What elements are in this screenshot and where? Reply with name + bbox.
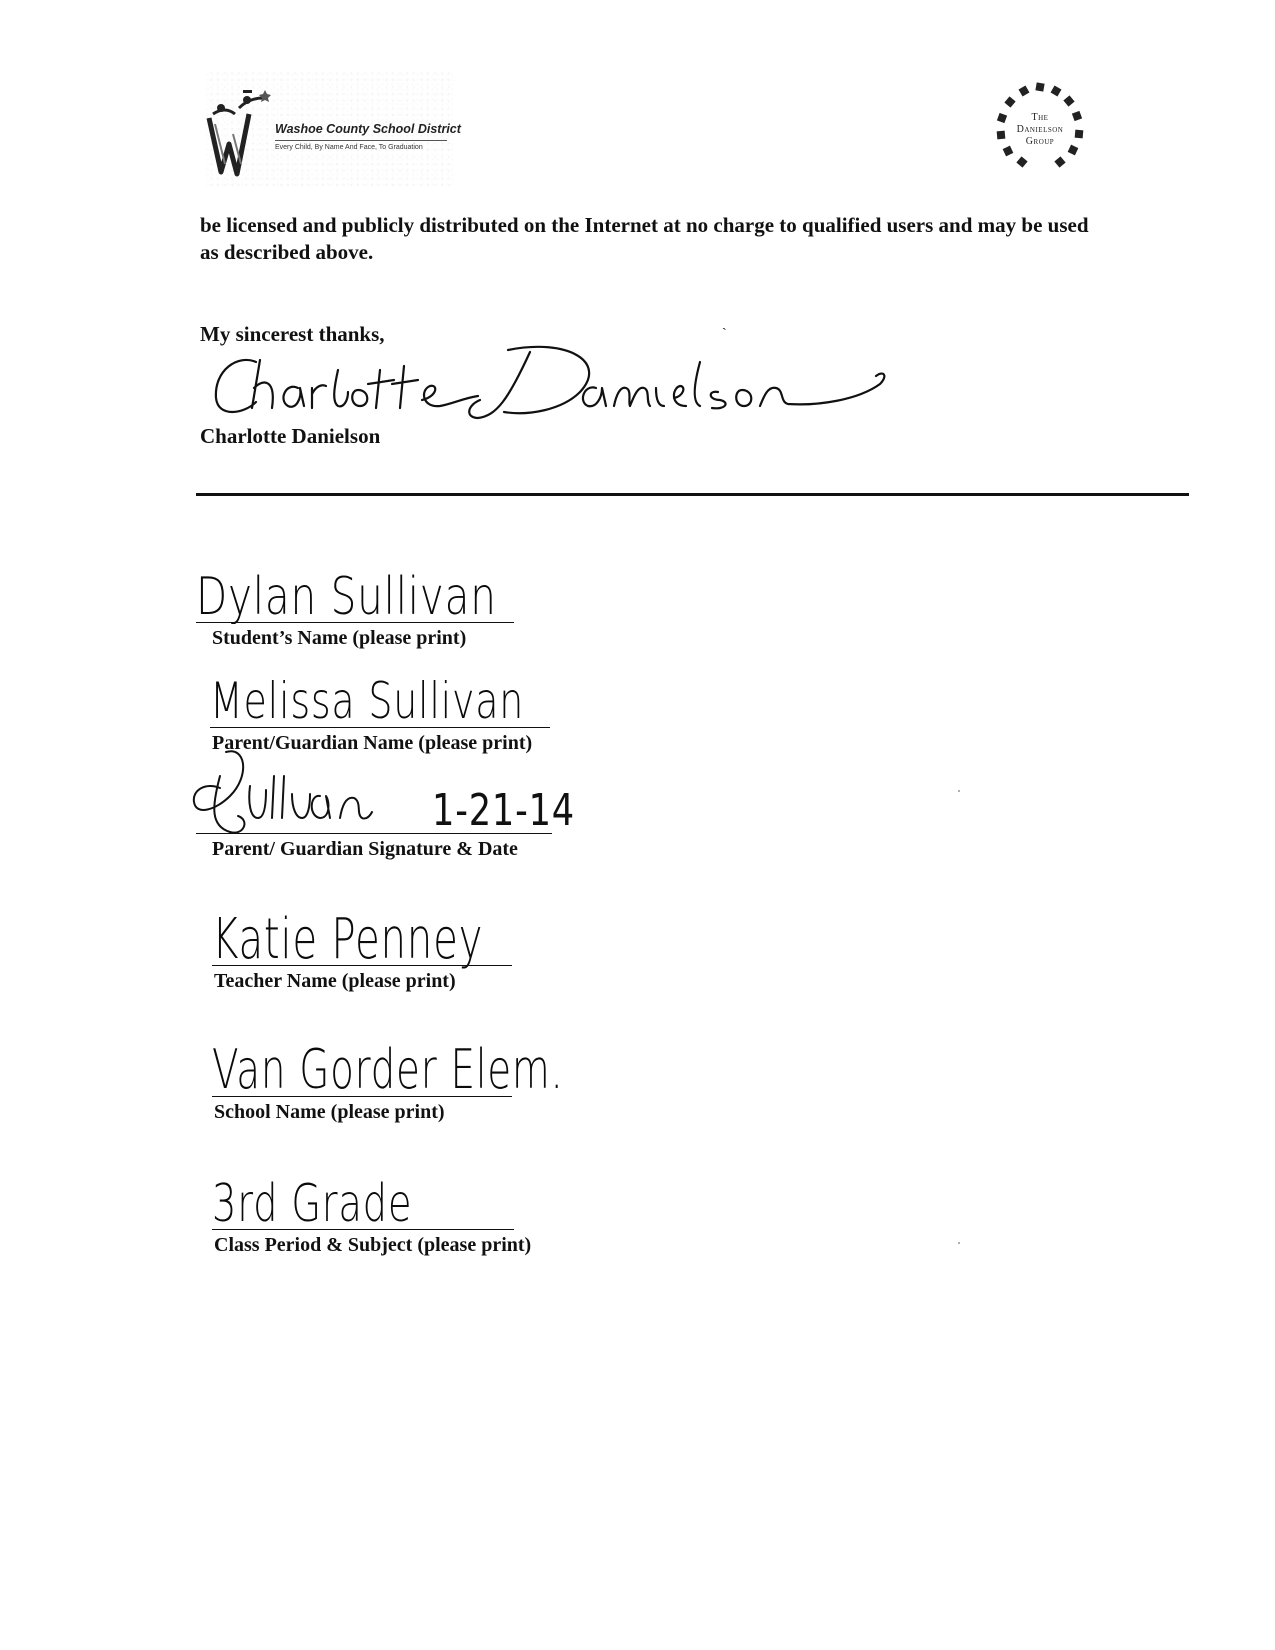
teacher-name-value: Katie Penney [212,907,484,972]
signature-date: 1-21-14 [432,785,575,836]
stray-mark: ˎ [722,316,727,331]
student-name-line [196,622,514,623]
scan-speck [958,790,960,792]
district-tagline: Every Child, By Name And Face, To Graduation [275,144,423,151]
charlotte-danielson-signature [208,340,898,430]
parent-name-line [210,727,550,728]
letter-closing: My sincerest thanks, [200,322,385,346]
student-name-value: Dylan Sullivan [196,567,497,627]
letter-paragraph: be licensed and publicly distributed on the Internet at no charge to qualified users and may be used as described above. [200,213,1089,264]
parent-signature-line [196,833,552,834]
section-divider [196,493,1189,496]
parent-signature-image [190,746,390,842]
parent-signature-label: Parent/ Guardian Signature & Date [212,838,518,860]
student-name-label: Student’s Name (please print) [212,627,467,649]
class-value: 3rd Grade [212,1174,413,1234]
dg-line-2: Danielson [1016,124,1064,135]
school-name-label: School Name (please print) [214,1101,445,1123]
district-logo-rule [275,140,447,141]
washoe-county-school-district-logo [205,72,461,187]
dg-line-1: The [1031,112,1049,123]
school-name-value: Van Gorder Elem. [212,1038,564,1101]
parent-name-label: Parent/Guardian Name (please print) [212,732,533,754]
danielson-group-logo [990,78,1090,178]
class-line [212,1229,514,1230]
parent-name-value: Melissa Sullivan [210,672,525,730]
district-w-figure-icon [205,84,275,180]
school-name-line [212,1096,512,1097]
class-label: Class Period & Subject (please print) [214,1234,532,1256]
district-name: Washoe County School District [275,122,461,136]
scan-speck [958,1242,960,1244]
danielson-group-wordmark [990,112,1090,148]
teacher-name-line [212,965,512,966]
signer-name: Charlotte Danielson [200,424,381,448]
teacher-name-label: Teacher Name (please print) [214,970,456,992]
dg-line-3: Group [1025,136,1055,147]
